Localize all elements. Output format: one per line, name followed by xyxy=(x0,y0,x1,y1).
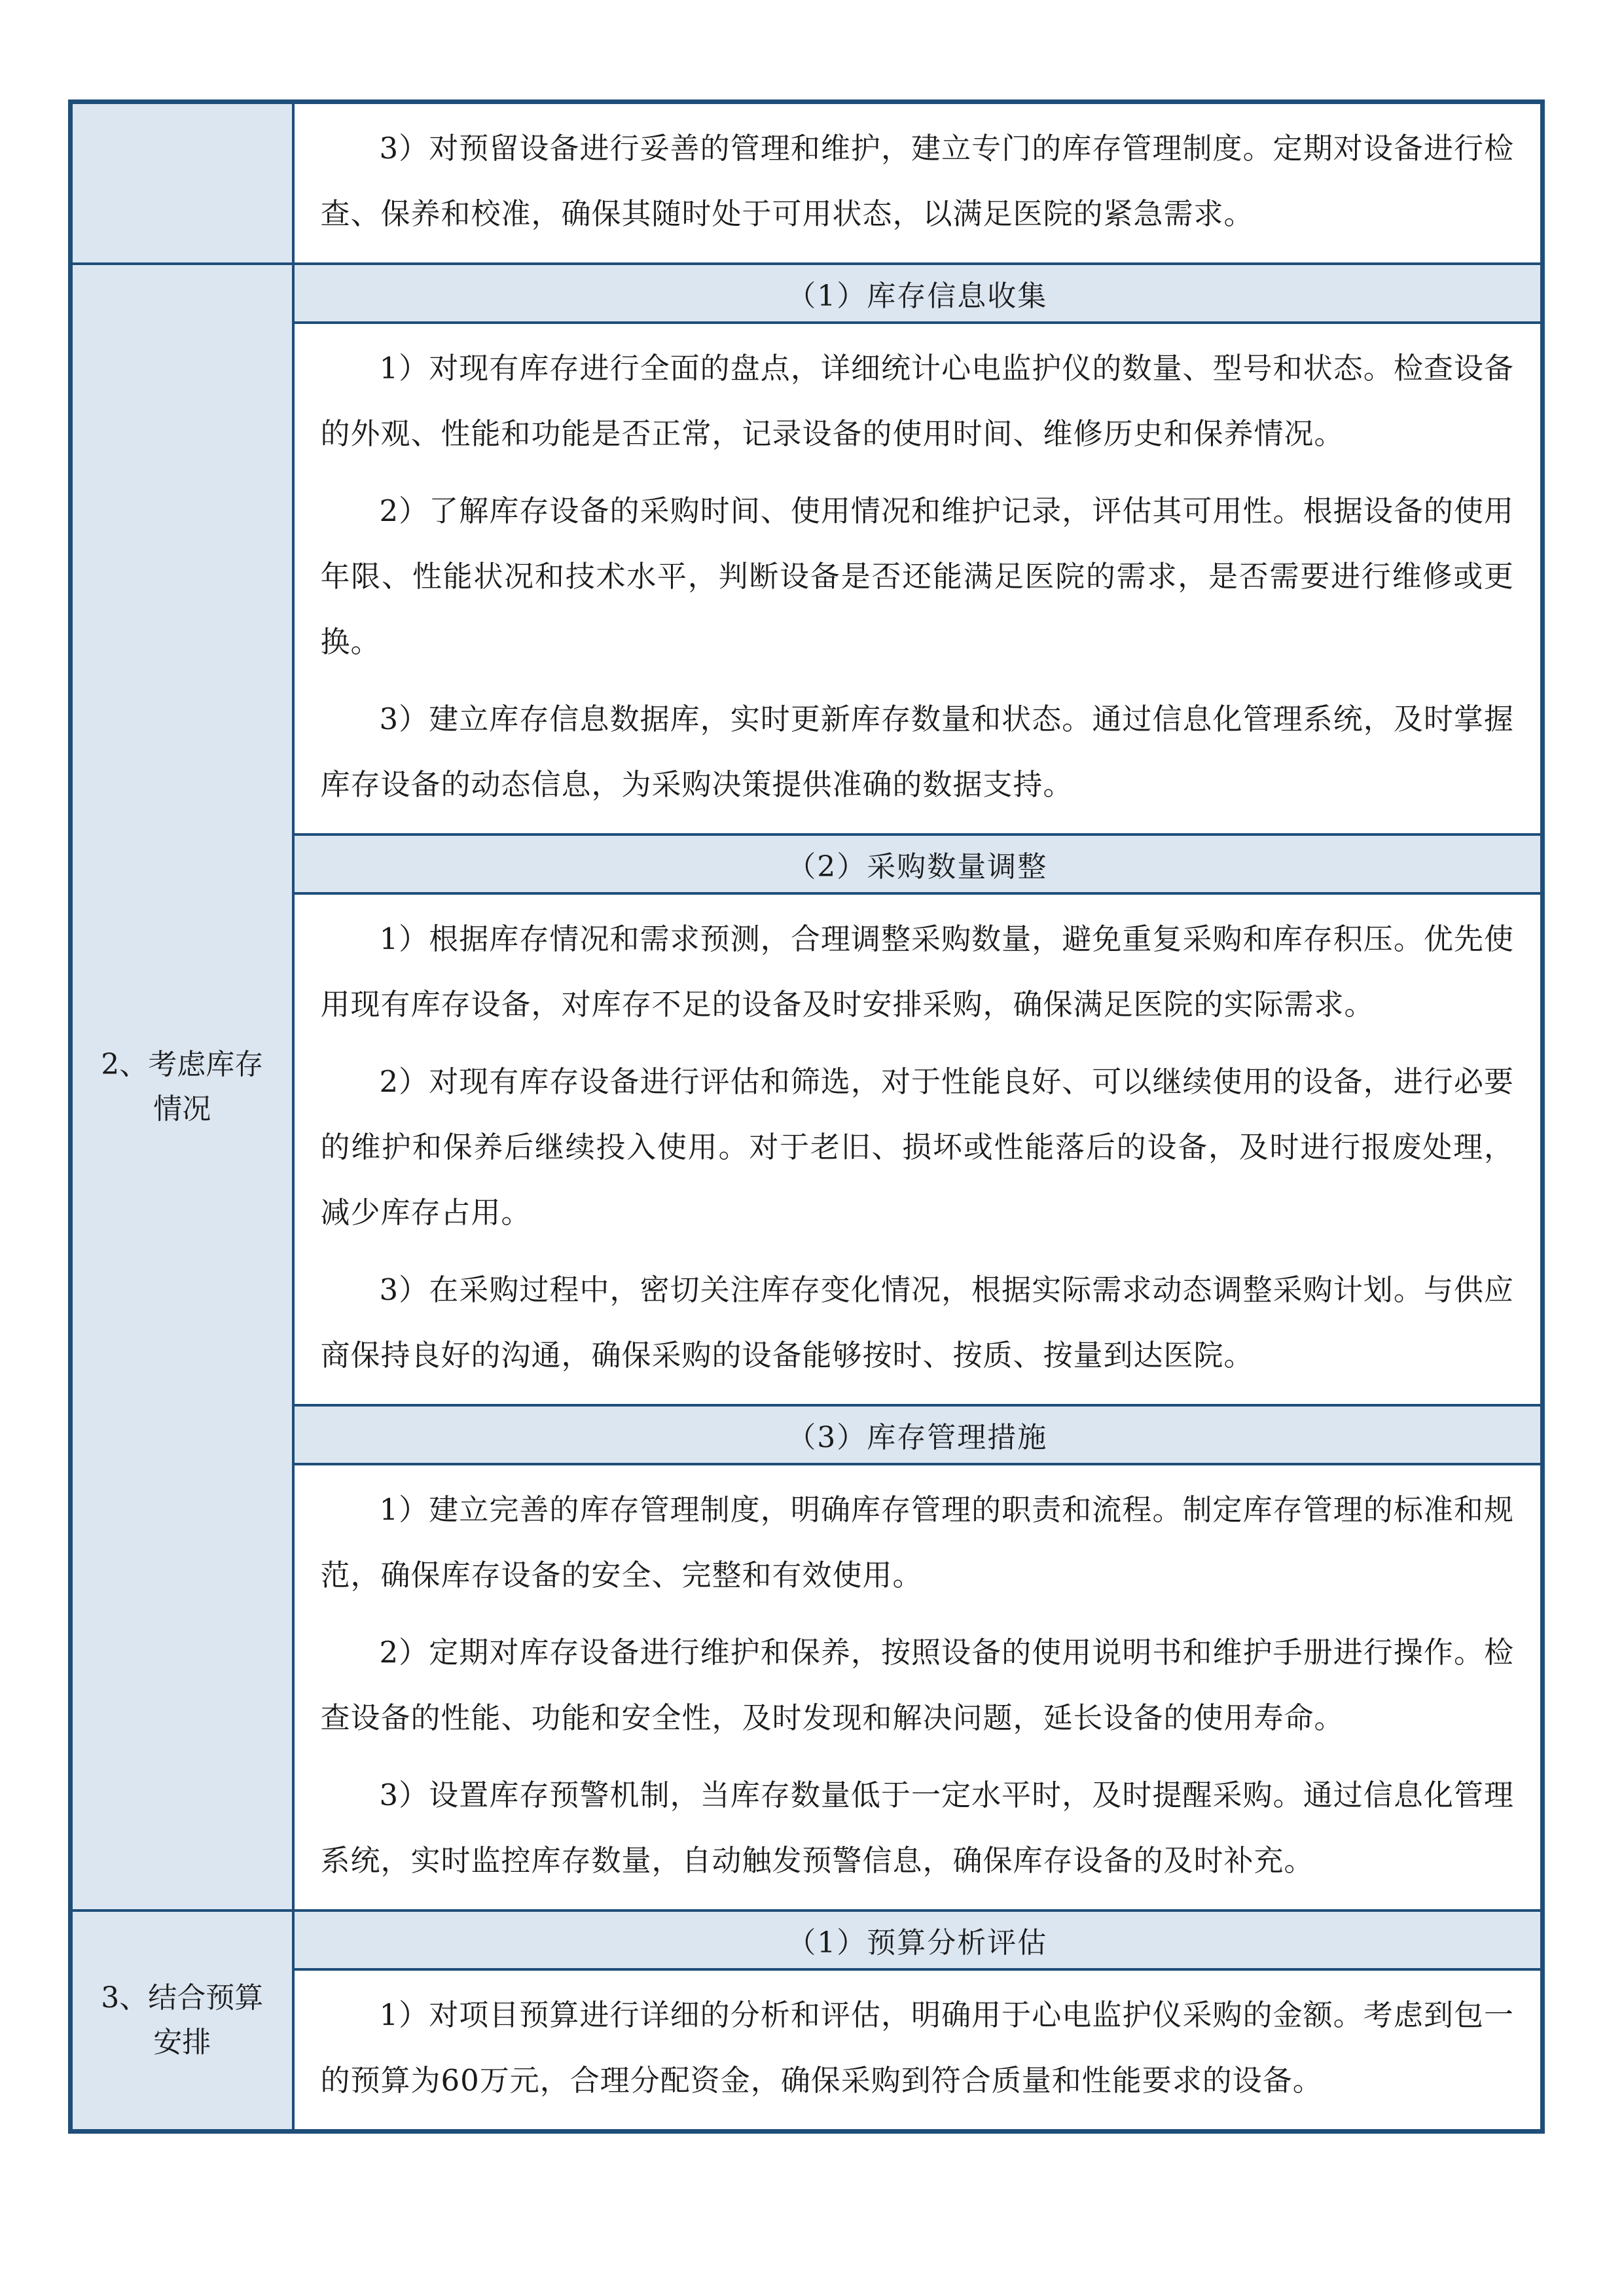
content-cell xyxy=(293,1969,1543,2132)
paragraph: 1）根据库存情况和需求预测，合理调整采购数量，避免重复采购和库存积压。优先使用现有库存设备，对库存不足的设备及时安排采购，确保满足医院的实际需求。 xyxy=(320,922,1514,1022)
paragraph: 2）定期对库存设备进行维护和保养，按照设备的使用说明书和维护手册进行操作。检查设备的性能、功能和安全性，及时发现和解决问题，延长设备的使用寿命。 xyxy=(320,1635,1514,1735)
section-heading: （1）预算分析评估 xyxy=(293,1910,1543,1969)
paragraph: 1）对现有库存进行全面的盘点，详细统计心电监护仪的数量、型号和状态。检查设备的外观、性能和功能是否正常，记录设备的使用时间、维修历史和保养情况。 xyxy=(320,351,1514,451)
table-row xyxy=(71,264,1543,323)
paragraph: 1）对项目预算进行详细的分析和评估，明确用于心电监护仪采购的金额。考虑到包一的预算为60万元，合理分配资金，确保采购到符合质量和性能要求的设备。 xyxy=(320,1998,1514,2098)
content-cell xyxy=(293,1464,1543,1910)
section-heading: （3）库存管理措施 xyxy=(293,1405,1543,1464)
paragraph: 3）在采购过程中，密切关注库存变化情况，根据实际需求动态调整采购计划。与供应商保持良好的沟通，确保采购的设备能够按时、按质、按量到达医院。 xyxy=(320,1272,1514,1372)
paragraph: 2）对现有库存设备进行评估和筛选，对于性能良好、可以继续使用的设备，进行必要的维护和保养后继续投入使用。对于老旧、损坏或性能落后的设备，及时进行报废处理，减少库存占用。 xyxy=(320,1064,1514,1230)
paragraph: 3）对预留设备进行妥善的管理和维护，建立专门的库存管理制度。定期对设备进行检查、保养和校准，确保其随时处于可用状态，以满足医院的紧急需求。 xyxy=(320,131,1514,231)
table-row xyxy=(71,102,1543,264)
content-cell xyxy=(293,102,1543,264)
section-heading: （1）库存信息收集 xyxy=(293,264,1543,323)
row-label-cell: 2、考虑库存情况 xyxy=(71,264,293,1910)
paragraph: 1）建立完善的库存管理制度，明确库存管理的职责和流程。制定库存管理的标准和规范，确保库存设备的安全、完整和有效使用。 xyxy=(320,1492,1514,1592)
content-cell xyxy=(293,893,1543,1405)
content-cell xyxy=(293,323,1543,834)
table-row xyxy=(71,1910,1543,1969)
paragraph: 3）建立库存信息数据库，实时更新库存数量和状态。通过信息化管理系统，及时掌握库存设备的动态信息，为采购决策提供准确的数据支持。 xyxy=(320,702,1514,802)
row-label-cell xyxy=(71,102,293,264)
row-label-cell: 3、结合预算安排 xyxy=(71,1910,293,2132)
section-heading: （2）采购数量调整 xyxy=(293,834,1543,893)
paragraph: 3）设置库存预警机制，当库存数量低于一定水平时，及时提醒采购。通过信息化管理系统，实时监控库存数量，自动触发预警信息，确保库存设备的及时补充。 xyxy=(320,1778,1514,1878)
requirements-table xyxy=(68,99,1545,2134)
paragraph: 2）了解库存设备的采购时间、使用情况和维护记录，评估其可用性。根据设备的使用年限、性能状况和技术水平，判断设备是否还能满足医院的需求，是否需要进行维修或更换。 xyxy=(320,493,1514,659)
